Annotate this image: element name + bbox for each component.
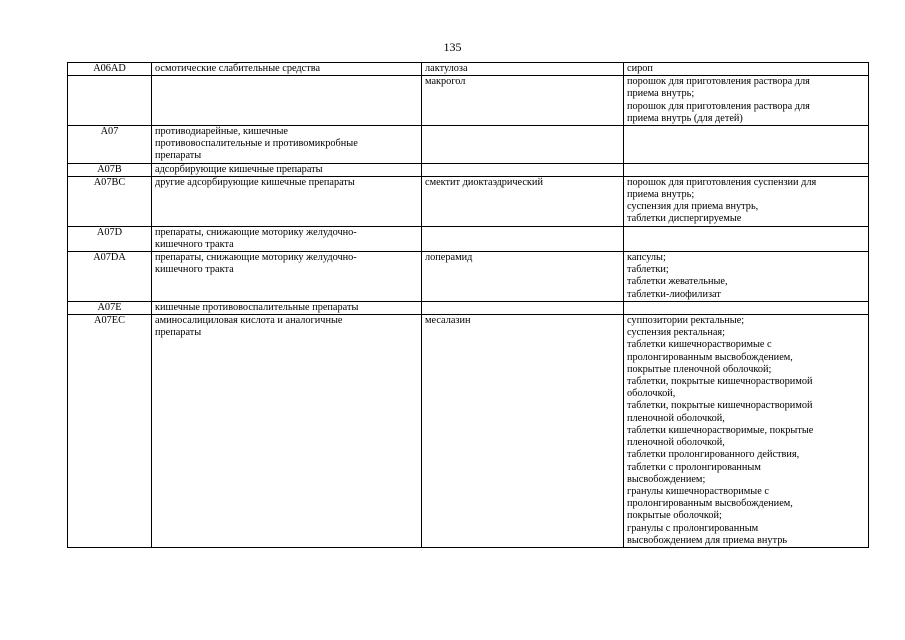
table-row	[68, 63, 869, 76]
table-row	[68, 126, 869, 164]
drug-cell: лоперамид	[422, 252, 624, 302]
drug-cell	[422, 301, 624, 314]
atc-code-cell: A07	[68, 126, 152, 164]
forms-cell: сироп	[624, 63, 869, 76]
group-cell: другие адсорбирующие кишечные препараты	[152, 176, 422, 226]
group-cell: аминосалициловая кислота и аналогичные препараты	[152, 315, 422, 548]
drug-cell: смектит диоктаэдрический	[422, 176, 624, 226]
forms-cell: порошок для приготовления суспензии для приема внутрь; суспензия для приема внутрь, таблетки диспергируемые	[624, 176, 869, 226]
table-row	[68, 163, 869, 176]
forms-cell	[624, 226, 869, 251]
group-cell	[152, 76, 422, 126]
group-cell: противодиарейные, кишечные противовоспалительные и противомикробные препараты	[152, 126, 422, 164]
atc-code-cell: A07EC	[68, 315, 152, 548]
drug-cell	[422, 163, 624, 176]
table-row	[68, 176, 869, 226]
atc-code-cell: A07D	[68, 226, 152, 251]
group-cell: препараты, снижающие моторику желудочно- кишечного тракта	[152, 226, 422, 251]
atc-code-cell: A07DA	[68, 252, 152, 302]
atc-code-cell	[68, 76, 152, 126]
forms-cell	[624, 301, 869, 314]
group-cell: осмотические слабительные средства	[152, 63, 422, 76]
table-row	[68, 252, 869, 302]
group-cell: адсорбирующие кишечные препараты	[152, 163, 422, 176]
drug-table	[67, 62, 869, 548]
drug-cell	[422, 126, 624, 164]
forms-cell	[624, 163, 869, 176]
atc-code-cell: A06AD	[68, 63, 152, 76]
forms-cell: капсулы; таблетки; таблетки жевательные, таблетки-лиофилизат	[624, 252, 869, 302]
group-cell: препараты, снижающие моторику желудочно- кишечного тракта	[152, 252, 422, 302]
drug-cell	[422, 226, 624, 251]
drug-cell: месалазин	[422, 315, 624, 548]
page-number: 135	[443, 40, 462, 54]
atc-code-cell: A07E	[68, 301, 152, 314]
atc-code-cell: A07B	[68, 163, 152, 176]
table-row	[68, 315, 869, 548]
drug-cell: лактулоза	[422, 63, 624, 76]
drug-cell: макрогол	[422, 76, 624, 126]
forms-cell: суппозитории ректальные; суспензия ректальная; таблетки кишечнорастворимые с пролонгированным высвобождением, покрытые пленочной оболочкой; таблетки, покрытые кишечнорастворимой оболочкой, таблетки, покрытые кишечнорастворимой пленочной оболочкой, таблетки кишечнорастворимые, покрытые пленочной оболочкой, таблетки пролонгированного действия, таблетки с пролонгированным высвобождением; гранулы кишечнорастворимые с пролонгированным высвобождением, покрытые оболочкой; гранулы с пролонгированным высвобождением для приема внутрь	[624, 315, 869, 548]
forms-cell	[624, 126, 869, 164]
table-row	[68, 226, 869, 251]
atc-code-cell: A07BC	[68, 176, 152, 226]
forms-cell: порошок для приготовления раствора для приема внутрь; порошок для приготовления раствора для приема внутрь (для детей)	[624, 76, 869, 126]
table-row	[68, 301, 869, 314]
group-cell: кишечные противовоспалительные препараты	[152, 301, 422, 314]
table-row	[68, 76, 869, 126]
